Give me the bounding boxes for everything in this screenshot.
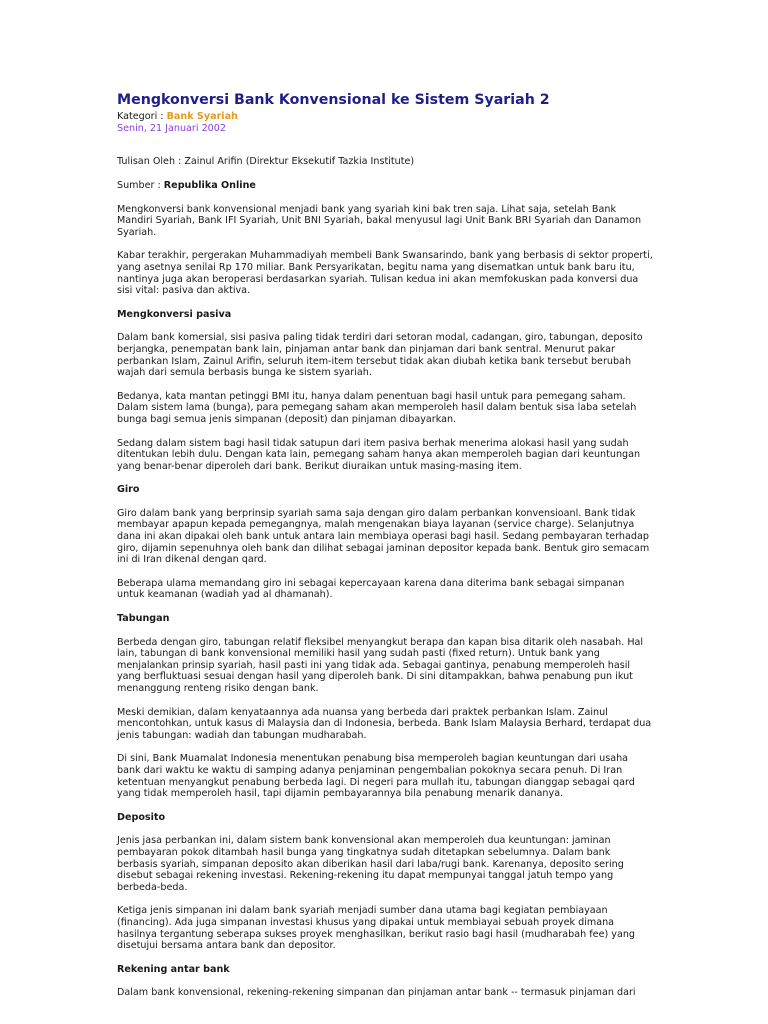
paragraph: Dalam bank konvensional, rekening-rekening simpanan dan pinjaman antar bank -- termasuk pinjaman dari: [117, 987, 636, 999]
paragraph: Ketiga jenis simpanan ini dalam bank syariah menjadi sumber dana utama bagi kegiatan pembiayaan (financing). Ada juga simpanan investasi khusus yang dipakai untuk membiayai sebuah proyek dimana hasilnya tergantung seberapa sukses proyek menghasilkan, berikut rasio bagi hasil (mudharabah fee) yang disetujui bersama antara bank dan depositor.: [117, 905, 635, 952]
article: [117, 92, 653, 999]
paragraph: Dalam bank komersial, sisi pasiva paling tidak terdiri dari setoran modal, cadangan, giro, tabungan, deposito berjangka, penempatan bank lain, pinjaman antar bank dan pinjaman dari bank sentral. Menurut pakar perbankan Islam, Zainul Arifin, seluruh item-item tersebut tidak akan diubah ketika bank tersebut berubah wajah dari semula berbasis bunga ke sistem syariah.: [117, 332, 643, 379]
category-label: Kategori :: [117, 111, 164, 122]
paragraph: Di sini, Bank Muamalat Indonesia menentukan penabung bisa memperoleh bagian keuntungan dari usaha bank dari waktu ke waktu di samping adanya penjaminan pengembalian pokoknya secara penuh. Di Iran ketentuan menyangkut penabung berbeda lagi. Di negeri para mullah itu, tabungan dianggap sebagai qard yang tidak memperoleh hasil, tapi dijamin pembayarannya bila penabung menarik dananya.: [117, 753, 635, 800]
article-body: [117, 204, 653, 999]
article-title: Mengkonversi Bank Konvensional ke Sistem Syariah 2: [117, 92, 550, 108]
paragraph: Meski demikian, dalam kenyataannya ada nuansa yang berbeda dari praktek perbankan Islam. Zainul mencontohkan, untuk kasus di Malaysia dan di Indonesia, berbeda. Bank Islam Malaysia Berhard, terdapat dua jenis tabungan: wadiah dan tabungan mudharabah.: [117, 706, 652, 741]
section-heading: Giro: [117, 484, 140, 496]
section-heading: Rekening antar bank: [117, 963, 230, 975]
paragraph: Kabar terakhir, pergerakan Muhammadiyah membeli Bank Swansarindo, bank yang berbasis di sektor properti, yang asetnya senilai Rp 170 miliar. Bank Persyarikatan, begitu nama yang disematkan untuk bank baru itu, nantinya juga akan beroperasi berdasarkan syariah. Tulisan kedua ini akan memfokuskan pada konversi dua sisi vital: pasiva dan aktiva.: [117, 250, 653, 297]
section-heading: Deposito: [117, 811, 166, 823]
section-heading: Mengkonversi pasiva: [117, 308, 232, 320]
source-line: [117, 180, 653, 192]
paragraph: Jenis jasa perbankan ini, dalam sistem bank konvensional akan memperoleh dua keuntungan: jaminan pembayaran pokok ditambah hasil bunga yang tingkatnya sudah ditetapkan sebelumnya. Dalam bank berbasis syariah, simpanan deposito akan diberikan hasil dari laba/rugi bank. Karenanya, deposito sering disebut sebagai rekening investasi. Rekening-rekening itu dapat mempunyai tanggal jatuh tempo yang berbeda-beda.: [117, 835, 624, 893]
paragraph: Sedang dalam sistem bagi hasil tidak satupun dari item pasiva berhak menerima alokasi hasil yang sudah ditentukan lebih dulu. Dengan kata lain, pemegang saham hanya akan memperoleh bagian dari keuntungan yang benar-benar diperoleh dari bank. Berikut diuraikan untuk masing-masing item.: [117, 437, 641, 472]
author-line: Tulisan Oleh : Zainul Arifin (Direktur Eksekutif Tazkia Institute): [117, 156, 415, 168]
source-label: Sumber :: [117, 180, 161, 191]
category-line: [117, 111, 653, 123]
category-link[interactable]: Bank Syariah: [166, 111, 238, 122]
source-value: Republika Online: [163, 180, 256, 191]
paragraph: Beberapa ulama memandang giro ini sebagai kepercayaan karena dana diterima bank sebagai simpanan untuk keamanan (wadiah yad al dhamanah).: [117, 577, 625, 601]
paragraph: Giro dalam bank yang berprinsip syariah sama saja dengan giro dalam perbankan konvensioanl. Bank tidak membayar apapun kepada pemegangnya, malah mengenakan biaya layanan (service charge). Selanjutnya dana ini akan dipakai oleh bank untuk antara lain membiaya operasi bagi hasil. Sedang pembayaran terhadap giro, dijamin sepenuhnya oleh bank dan dilihat sebagai jaminan depositor kepada bank. Bentuk giro semacam ini di Iran dikenal dengan qard.: [117, 507, 650, 566]
paragraph: Bedanya, kata mantan petinggi BMI itu, hanya dalam penentuan bagi hasil untuk para pemegang saham. Dalam sistem lama (bunga), para pemegang saham akan memperoleh hasil dalam bentuk sisa laba setelah bunga bagi semua jenis simpanan (deposit) dan pinjaman dibayarkan.: [117, 390, 637, 425]
section-heading: Tabungan: [117, 613, 170, 625]
paragraph: Mengkonversi bank konvensional menjadi bank yang syariah kini bak tren saja. Lihat saja, setelah Bank Mandiri Syariah, Bank IFI Syariah, Unit BNI Syariah, bakal menyusul lagi Unit Bank BRI Syariah dan Danamon Syariah.: [117, 203, 642, 238]
article-date: Senin, 21 Januari 2002: [117, 123, 226, 135]
paragraph: Berbeda dengan giro, tabungan relatif fleksibel menyangkut berapa dan kapan bisa ditarik oleh nasabah. Hal lain, tabungan di bank konvensional memiliki hasil yang sudah pasti (fixed return). Untuk bank yang menjalankan prinsip syariah, hasil pasti ini yang tidak ada. Sebagai gantinya, penabung memperoleh hasil yang berfluktuasi sesuai dengan hasil yang diperoleh bank. Di sini ditampakkan, bahwa penabung pun ikut menanggung renteng risiko dengan bank.: [117, 636, 644, 694]
